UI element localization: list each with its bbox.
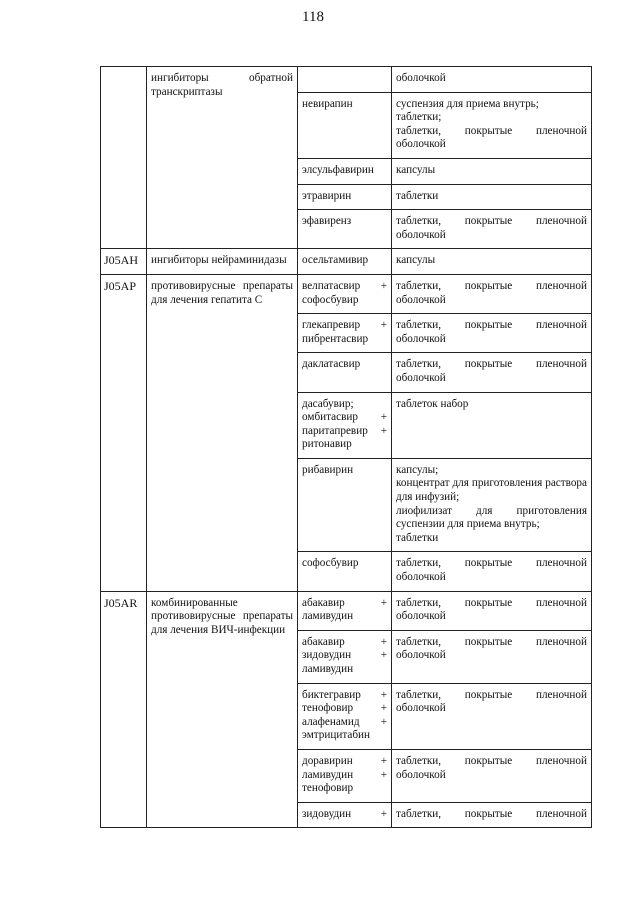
inn-name: тенофовир — [302, 782, 354, 795]
dosage-form-cell — [392, 749, 592, 802]
dosage-form-line: таблетки, покрытые пленочной оболочкой — [396, 596, 587, 623]
dosage-form-line: таблетки, покрытые пленочной оболочкой — [396, 557, 587, 584]
inn-name: софосбувир — [302, 293, 359, 306]
plus-sign: + — [380, 649, 387, 662]
inn-cell — [298, 210, 392, 249]
plus-sign: + — [380, 279, 387, 292]
inn-name: велпатасвир — [302, 279, 361, 292]
inn-name: ритонавир — [302, 438, 352, 451]
inn-cell — [298, 630, 392, 683]
group-name-cell: ингибиторы нейраминидазы — [147, 249, 298, 275]
inn-name: абакавир — [302, 635, 345, 648]
inn-cell — [298, 92, 392, 158]
word: пленочной — [535, 807, 587, 820]
atc-code-cell: J05AH — [101, 249, 147, 275]
dosage-form-cell — [392, 314, 592, 353]
inn-name: эмтрицитабин — [302, 729, 371, 742]
plus-sign: + — [380, 635, 387, 648]
inn-name: невирапин — [302, 97, 353, 110]
dosage-form-cell — [392, 67, 592, 93]
inn-cell — [298, 314, 392, 353]
inn-cell — [298, 184, 392, 210]
inn-cell — [298, 353, 392, 392]
dosage-form-cell — [392, 249, 592, 275]
dosage-form-line — [396, 808, 587, 822]
table-row — [101, 274, 592, 313]
dosage-form-line: таблетки, покрытые пленочной оболочкой — [396, 358, 587, 384]
inn-name: глекапревир — [302, 319, 361, 332]
inn-name: дасабувир; — [302, 397, 354, 410]
inn-cell — [298, 249, 392, 275]
plus-sign: + — [380, 768, 387, 781]
dosage-form-cell — [392, 630, 592, 683]
dosage-form-cell — [392, 802, 592, 828]
dosage-form-cell — [392, 274, 592, 313]
dosage-form-line: капсулы; — [396, 463, 439, 476]
dosage-form-cell — [392, 591, 592, 630]
plus-sign: + — [380, 424, 387, 437]
dosage-form-line: таблетки, покрытые пленочной оболочкой — [396, 754, 587, 781]
inn-cell — [298, 552, 392, 591]
dosage-form-line: капсулы — [396, 254, 436, 267]
inn-name: абакавир — [302, 596, 345, 609]
inn-name: ламивудин — [302, 610, 354, 623]
inn-name: биктегравир — [302, 688, 361, 701]
drug-table — [100, 66, 592, 828]
dosage-form-cell — [392, 92, 592, 158]
plus-sign: + — [380, 715, 387, 728]
dosage-form-line: оболочкой — [396, 72, 446, 84]
table-row — [101, 591, 592, 630]
inn-cell — [298, 274, 392, 313]
inn-name: эфавиренз — [302, 215, 352, 228]
page-number: 118 — [302, 9, 324, 25]
plus-sign: + — [380, 688, 387, 701]
inn-name: ламивудин — [302, 768, 354, 781]
inn-cell — [298, 458, 392, 552]
inn-name: этравирин — [302, 189, 352, 202]
plus-sign: + — [380, 319, 387, 332]
atc-code-cell — [101, 67, 147, 249]
group-name-cell: противовирусные препараты для лечения гепатита С — [147, 274, 298, 591]
table-row — [101, 67, 592, 93]
inn-cell — [298, 802, 392, 828]
plus-sign: + — [380, 807, 387, 820]
inn-name: доравирин — [302, 754, 353, 767]
table-row — [101, 249, 592, 275]
word: таблетки, — [396, 807, 442, 820]
inn-name: осельтамивир — [302, 254, 369, 267]
inn-name: софосбувир — [302, 557, 359, 570]
atc-code-cell: J05AR — [101, 591, 147, 828]
dosage-form-line: таблетки, покрытые пленочной оболочкой — [396, 319, 587, 345]
word: покрытые — [464, 807, 513, 820]
dosage-form-cell — [392, 158, 592, 184]
inn-name: паритапревир — [302, 424, 368, 437]
plus-sign: + — [380, 596, 387, 609]
group-name-cell: ингибиторы обратной транскриптазы — [147, 67, 298, 249]
dosage-form-line: таблетки; — [396, 111, 442, 124]
plus-sign: + — [380, 702, 387, 715]
inn-cell — [298, 392, 392, 458]
plus-sign: + — [380, 411, 387, 424]
inn-name: пибрентасвир — [302, 332, 369, 345]
inn-name: зидовудин — [302, 649, 352, 662]
dosage-form-cell — [392, 184, 592, 210]
inn-name: зидовудин — [302, 807, 352, 820]
dosage-form-line: таблетки — [396, 189, 439, 202]
dosage-form-line: таблетки, покрытые пленочной оболочкой — [396, 279, 587, 306]
inn-cell — [298, 67, 392, 93]
inn-cell — [298, 749, 392, 802]
inn-name: алафенамид — [302, 715, 360, 728]
dosage-form-line: таблеток набор — [396, 397, 469, 410]
dosage-form-line: концентрат для приготовления раствора для инфузий; — [396, 477, 587, 504]
inn-cell — [298, 158, 392, 184]
atc-code-cell: J05AP — [101, 274, 147, 591]
dosage-form-cell — [392, 392, 592, 458]
dosage-form-line: лиофилизат для приготовления суспензии для приема внутрь; — [396, 504, 587, 531]
dosage-form-cell — [392, 683, 592, 749]
dosage-form-line-truncated — [396, 808, 587, 822]
dosage-form-line: суспензия для приема внутрь; — [396, 97, 539, 110]
dosage-form-line: таблетки, покрытые пленочной оболочкой — [396, 688, 587, 715]
dosage-form-line: таблетки, покрытые пленочной оболочкой — [396, 635, 587, 662]
dosage-form-cell — [392, 458, 592, 552]
inn-name: элсульфавирин — [302, 163, 374, 176]
inn-name: тенофовир — [302, 702, 354, 715]
group-name-cell: комбинированные противовирусные препараты для лечения ВИЧ-инфекции — [147, 591, 298, 828]
inn-cell — [298, 591, 392, 630]
dosage-form-cell — [392, 552, 592, 591]
inn-name: рибавирин — [302, 463, 354, 476]
dosage-form-cell — [392, 353, 592, 392]
dosage-form-line: таблетки, покрытые пленочной оболочкой — [396, 215, 587, 241]
inn-name: омбитасвир — [302, 411, 358, 424]
dosage-form-line: таблетки — [396, 531, 439, 544]
dosage-form-line: таблетки, покрытые пленочной оболочкой — [396, 124, 587, 151]
dosage-form-cell — [392, 210, 592, 249]
inn-name: даклатасвир — [302, 358, 361, 371]
inn-cell — [298, 683, 392, 749]
inn-name: ламивудин — [302, 663, 354, 675]
drug-table-container — [100, 66, 592, 828]
plus-sign: + — [380, 754, 387, 767]
dosage-form-line: капсулы — [396, 163, 436, 176]
